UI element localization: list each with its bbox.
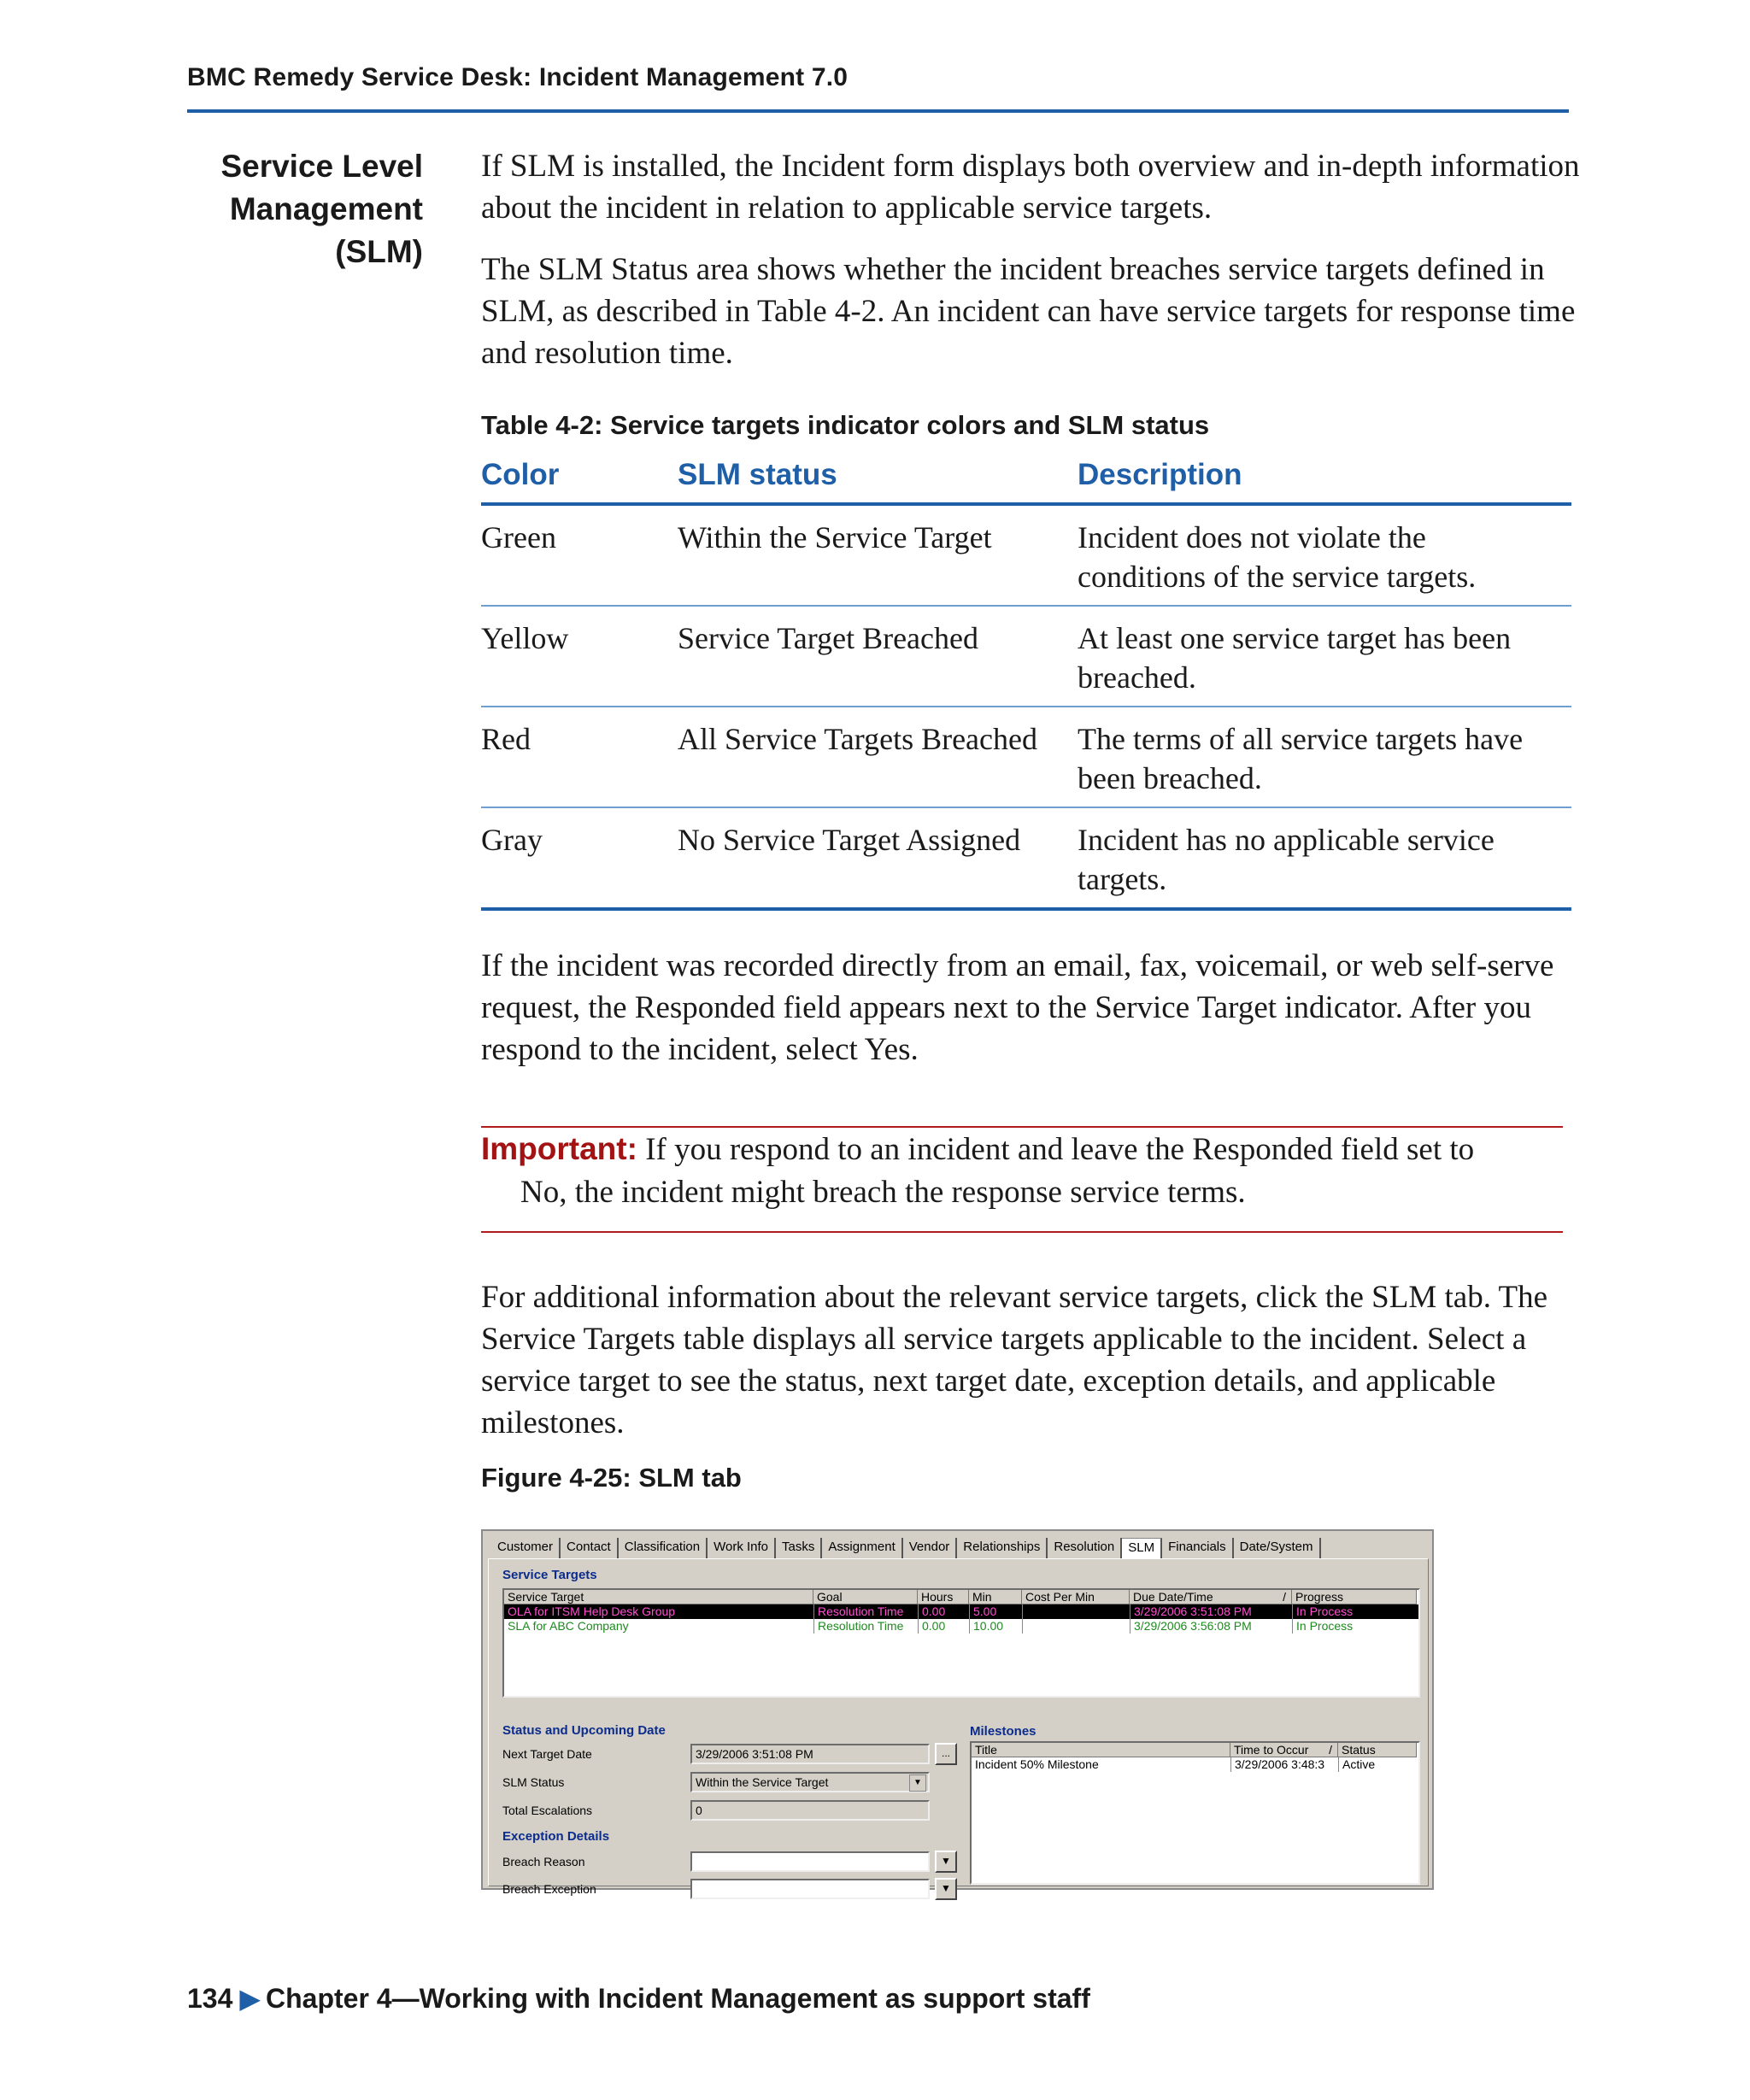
- service-targets-table[interactable]: [502, 1588, 1420, 1698]
- slm-tab-panel: [488, 1558, 1429, 1896]
- table-cell: Within the Service Target: [678, 504, 1078, 606]
- important-note: [481, 1128, 1583, 1214]
- slm-tab-paragraph: [481, 1276, 1583, 1444]
- column-header[interactable]: [1130, 1590, 1292, 1604]
- next-target-date-label: Next Target Date: [502, 1747, 592, 1761]
- column-header[interactable]: Cost Per Min: [1022, 1590, 1130, 1604]
- tab-vendor[interactable]: Vendor: [903, 1538, 958, 1558]
- column-header[interactable]: Service Target: [504, 1590, 813, 1604]
- table-caption: Table 4-2: Service targets indicator colors and SLM status: [481, 410, 1210, 440]
- table-cell: [1022, 1619, 1026, 1634]
- table-cell: Green: [481, 504, 678, 606]
- table-row: [481, 504, 1571, 606]
- exception-details-title: Exception Details: [502, 1829, 610, 1844]
- slm-status-table: [481, 458, 1571, 911]
- table-cell: In Process: [1292, 1619, 1353, 1634]
- tab-contact[interactable]: Contact: [561, 1538, 619, 1558]
- tab-resolution[interactable]: Resolution: [1048, 1538, 1122, 1558]
- running-header: BMC Remedy Service Desk: Incident Management 7.0: [187, 63, 849, 91]
- table-row[interactable]: [504, 1604, 1418, 1619]
- chevron-down-icon[interactable]: ▼: [909, 1774, 926, 1792]
- column-header[interactable]: [1230, 1743, 1338, 1757]
- tab-date-system[interactable]: Date/System: [1234, 1538, 1321, 1558]
- section-heading-line: Management: [229, 191, 423, 226]
- table-cell: 0.00: [918, 1604, 945, 1619]
- column-header-label: Time to Occur: [1234, 1743, 1309, 1757]
- slm-status-paragraph: [481, 249, 1583, 374]
- table-cell: [1022, 1604, 1026, 1619]
- table-cell: 3/29/2006 3:51:08 PM: [1130, 1604, 1252, 1619]
- milestones-table[interactable]: [970, 1741, 1420, 1885]
- column-header[interactable]: Min: [969, 1590, 1022, 1604]
- table-cell: Active: [1338, 1757, 1375, 1772]
- table-cell: OLA for ITSM Help Desk Group: [508, 1604, 676, 1618]
- slm-tab-screenshot: [481, 1529, 1434, 1896]
- header-rule: [187, 109, 1569, 113]
- next-target-date-field[interactable]: 3/29/2006 3:51:08 PM: [690, 1744, 930, 1764]
- tab-assignment[interactable]: Assignment: [822, 1538, 902, 1558]
- paragraph-text: If SLM is installed, the Incident form displays both overview and in-depth information about the incident in relation to applicable service targets.: [481, 149, 1580, 226]
- important-text: If you respond to an incident and leave the Responded field set to: [637, 1132, 1475, 1167]
- status-section-title: Status and Upcoming Date: [502, 1723, 666, 1738]
- important-label: Important:: [481, 1131, 637, 1166]
- service-targets-title: Service Targets: [502, 1568, 597, 1582]
- table-cell: Incident 50% Milestone: [975, 1757, 1099, 1771]
- table-cell: Red: [481, 707, 678, 807]
- important-bottom-rule: [481, 1231, 1563, 1233]
- form-tab-bar: [491, 1538, 1321, 1558]
- table-cell: All Service Targets Breached: [678, 707, 1078, 807]
- chapter-title: Chapter 4—Working with Incident Management as support staff: [266, 1982, 1090, 2014]
- table-row: [481, 707, 1571, 807]
- column-header-slm-status: SLM status: [678, 458, 1078, 504]
- table-cell: No Service Target Assigned: [678, 807, 1078, 909]
- column-header-label: Due Date/Time: [1133, 1590, 1213, 1604]
- chevron-down-icon[interactable]: ▼: [935, 1878, 957, 1900]
- column-header[interactable]: Goal: [813, 1590, 918, 1604]
- table-header-row: [481, 458, 1571, 504]
- paragraph-text: The SLM Status area shows whether the incident breaches service targets defined in SLM, as described in Table 4-2. An incident can have service targets for response time and resolution time.: [481, 252, 1576, 371]
- table-cell: Incident has no applicable service targets.: [1078, 807, 1571, 909]
- total-escalations-field[interactable]: 0: [690, 1800, 930, 1821]
- page-number: 134: [187, 1982, 233, 2014]
- column-header-color: Color: [481, 458, 678, 504]
- breach-exception-label: Breach Exception: [502, 1882, 596, 1896]
- table-row: [481, 807, 1571, 909]
- column-header[interactable]: Title: [972, 1743, 1230, 1757]
- table-cell: The terms of all service targets have been breached.: [1078, 707, 1571, 807]
- sort-indicator: /: [1329, 1743, 1332, 1757]
- table-cell: Resolution Time: [813, 1604, 903, 1619]
- tab-slm[interactable]: SLM: [1122, 1538, 1162, 1559]
- paragraph-text: For additional information about the relevant service targets, click the SLM tab. The Service Targets table displays all service targets applicable to the incident. Select a service target to see the status, next target date, exception details, and applicable milestones.: [481, 1280, 1548, 1440]
- page-footer: [187, 1982, 1090, 2015]
- table-cell: Yellow: [481, 606, 678, 707]
- milestones-title: Milestones: [970, 1724, 1036, 1739]
- responded-paragraph: [481, 945, 1583, 1071]
- table-cell: 0.00: [918, 1619, 945, 1634]
- table-cell: 5.00: [969, 1604, 996, 1619]
- intro-paragraph: [481, 145, 1583, 229]
- table-cell: Resolution Time: [813, 1619, 903, 1634]
- table-cell: At least one service target has been breached.: [1078, 606, 1571, 707]
- tab-work-info[interactable]: Work Info: [708, 1538, 776, 1558]
- column-header[interactable]: Status: [1338, 1743, 1417, 1757]
- total-escalations-label: Total Escalations: [502, 1804, 593, 1817]
- tab-classification[interactable]: Classification: [619, 1538, 708, 1558]
- tab-tasks[interactable]: Tasks: [776, 1538, 822, 1558]
- paragraph-text: If the incident was recorded directly from an email, fax, voicemail, or web self-serve request, the Responded field appears next to the Service Target indicator. After you respond to the incident, select Yes.: [481, 948, 1554, 1067]
- slm-status-field[interactable]: [690, 1772, 930, 1792]
- slm-status-value: Within the Service Target: [696, 1775, 829, 1789]
- chevron-down-icon[interactable]: ▼: [935, 1851, 957, 1873]
- table-cell: 3/29/2006 3:56:08 PM: [1130, 1619, 1252, 1634]
- column-header-description: Description: [1078, 458, 1571, 504]
- table-cell: Service Target Breached: [678, 606, 1078, 707]
- tab-customer[interactable]: Customer: [491, 1538, 561, 1558]
- section-heading-line: (SLM): [335, 234, 423, 269]
- table-row: [481, 606, 1571, 707]
- breach-reason-field[interactable]: [690, 1851, 930, 1872]
- table-cell: Incident does not violate the conditions of the service targets.: [1078, 504, 1571, 606]
- breach-reason-label: Breach Reason: [502, 1855, 585, 1868]
- table-row[interactable]: [504, 1619, 1418, 1634]
- slm-status-label: SLM Status: [502, 1775, 565, 1789]
- important-text-continued: No, the incident might breach the response service terms.: [520, 1175, 1246, 1210]
- triangle-right-icon: ▶: [239, 1983, 261, 2014]
- column-header[interactable]: Progress: [1292, 1590, 1417, 1604]
- tab-financials[interactable]: Financials: [1162, 1538, 1234, 1558]
- sort-indicator: /: [1283, 1590, 1286, 1604]
- table-cell: 3/29/2006 3:48:3: [1230, 1757, 1324, 1772]
- table-cell: In Process: [1292, 1604, 1353, 1619]
- section-heading: [187, 145, 423, 273]
- breach-exception-field[interactable]: [690, 1879, 930, 1899]
- figure-caption: Figure 4-25: SLM tab: [481, 1463, 742, 1493]
- table-cell: SLA for ABC Company: [508, 1619, 629, 1633]
- column-header[interactable]: Hours: [918, 1590, 969, 1604]
- section-heading-line: Service Level: [220, 149, 423, 184]
- table-cell: 10.00: [969, 1619, 1003, 1634]
- table-cell: Gray: [481, 807, 678, 909]
- tab-relationships[interactable]: Relationships: [957, 1538, 1048, 1558]
- table-row[interactable]: [972, 1757, 1418, 1772]
- next-target-date-button[interactable]: ...: [935, 1743, 957, 1765]
